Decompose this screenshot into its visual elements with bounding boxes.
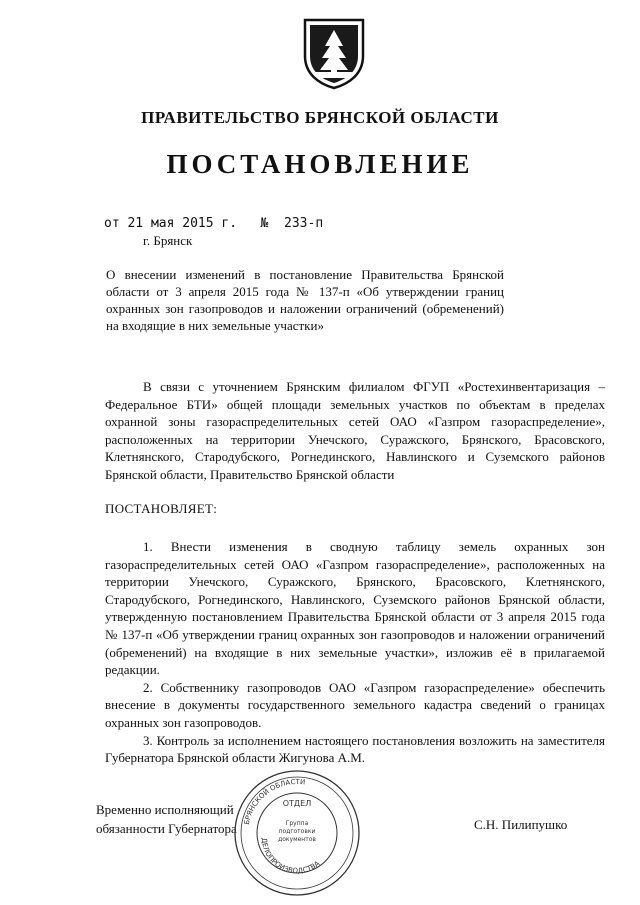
coat-of-arms-emblem xyxy=(301,16,367,90)
signer-name: С.Н. Пилипушко xyxy=(474,817,568,832)
stamp-center-line2: подготовки xyxy=(278,828,316,835)
signer-position-line2: обязанности Губернатора xyxy=(96,821,237,836)
signer-position-line1: Временно исполняющий xyxy=(96,802,234,817)
date-number-line xyxy=(104,216,323,231)
item-1: 1. Внести изменения в сводную таблицу земель охранных зон газораспределительных сетей ОАО «Газпром газораспределение», расположенных на территории Унечского, Суражского, Брянского, Брасовского, Клетнянского, Стародубского, Рогнединского, Навлинского, Суземского районов Брянской области, утвержденную постановлением Правительства Брянской области от 3 апреля 2015 года № 137-п «Об утверждении границ охранных зон газопроводов и наложении ограничений (обременений) на входящие в них земельные участки», изложив её в прилагаемой редакции. xyxy=(105,539,605,678)
date-prefix: от xyxy=(104,216,120,231)
signer-position xyxy=(96,800,237,838)
number-sign: № xyxy=(260,216,269,231)
document-number: 233-п xyxy=(284,216,324,231)
stamp-ring-text: БРЯНСКОЙ ОБЛАСТИ xyxy=(242,777,306,826)
item-3: 3. Контроль за исполнением настоящего постановления возложить на заместителя Губернатора Брянской области Жигунова А.М. xyxy=(105,732,605,766)
stamp-bottom-text: ДЕЛОПРОИЗВОДСТВА xyxy=(259,837,322,876)
document-type: ПОСТАНОВЛЕНИЕ xyxy=(166,149,474,179)
stamp-center-line1: Группа xyxy=(285,820,309,827)
stamp-center-line3: документов xyxy=(278,836,316,843)
preamble-text: В связи с уточнением Брянским филиалом ФГУП «Ростехинвентаризация – Федеральное БТИ» общей площади земельных участков по объектам в пределах охранной зоны газораспределительных сетей ОАО «Газпром газораспределение», расположенных на территории Унечского, Суражского, Брянского, Брасовского, Клетнянского, Стародубского, Рогнединского, Навлинского и Суземского районов Брянской области, Правительство Брянской области xyxy=(105,379,605,482)
government-title: ПРАВИТЕЛЬСТВО БРЯНСКОЙ ОБЛАСТИ xyxy=(141,108,499,127)
resolves-word: ПОСТАНОВЛЯЕТ: xyxy=(105,501,218,516)
official-stamp xyxy=(232,768,362,898)
stamp-dept: ОТДЕЛ xyxy=(282,799,312,808)
item-2: 2. Собственнику газопроводов ОАО «Газпром газораспределение» обеспечить внесение в документы государственного земельного кадастра сведений о границах охранных зон газопроводов. xyxy=(105,679,605,730)
preamble xyxy=(105,378,605,484)
document-date: 21 мая 2015 г. xyxy=(127,216,238,231)
document-subject: О внесении изменений в постановление Правительства Брянской области от 3 апреля 2015 года № 137-п «Об утверждении границ охранных зон газопроводов и наложении ограничений (обременений) на входящие в них земельные участки» xyxy=(106,267,504,333)
resolution-items xyxy=(105,538,605,767)
city: г. Брянск xyxy=(143,233,193,248)
